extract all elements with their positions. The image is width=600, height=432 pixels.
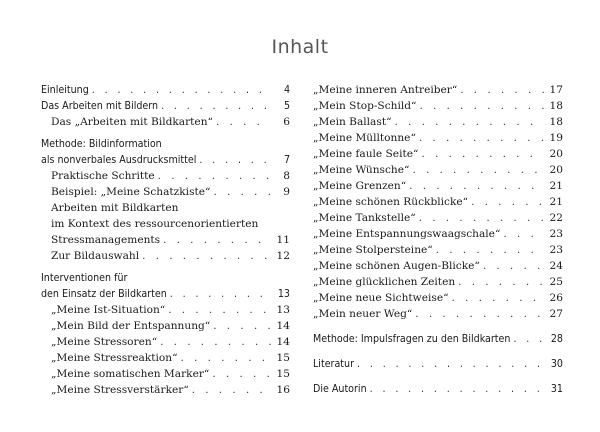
toc-page-number: 28 [550, 333, 563, 345]
dot-leader [419, 130, 544, 146]
toc-entry [41, 200, 290, 248]
toc-entry [313, 210, 563, 226]
toc-entry-title: „Meine Wünsche“ [313, 164, 410, 176]
toc-page-number: 19 [549, 132, 563, 144]
toc-entry [313, 242, 563, 258]
toc-entry-title-line: im Kontext des ressourcenorientierten [51, 218, 259, 230]
dot-leader [181, 350, 271, 366]
toc-page-number: 23 [549, 228, 563, 240]
dot-leader [419, 98, 544, 114]
toc-entry-title: „Meine Stressoren“ [51, 336, 158, 348]
toc-page-number: 8 [283, 170, 290, 182]
toc-entry-title: „Meine somatischen Marker“ [51, 368, 210, 380]
toc-page-number: 18 [549, 116, 563, 128]
toc-page-number: 14 [276, 336, 290, 348]
toc-page-number: 17 [549, 84, 563, 96]
toc-page-number: 20 [549, 148, 563, 160]
toc-page-number: 23 [549, 244, 563, 256]
dot-leader [452, 290, 544, 306]
toc-entry [313, 146, 563, 162]
dot-leader [161, 98, 271, 114]
toc-page-number: 5 [283, 100, 290, 112]
toc-page-number: 30 [550, 358, 563, 370]
toc-entry [313, 98, 563, 114]
toc-page-number: 7 [283, 154, 290, 166]
toc-entry-title: „Meine Stolpersteine“ [313, 244, 433, 256]
toc-entry [313, 290, 563, 306]
toc-entry-title: den Einsatz der Bildkarten [41, 288, 167, 300]
toc-entry-title: Das Arbeiten mit Bildern [41, 100, 159, 112]
dot-leader [213, 318, 271, 334]
toc-entry-title: „Mein neuer Weg“ [313, 308, 413, 320]
toc-entry [41, 270, 290, 302]
toc-entry-title: „Meine Tankstelle“ [313, 212, 416, 224]
dot-leader [212, 366, 271, 382]
dot-leader [436, 242, 544, 258]
toc-entry [41, 248, 290, 264]
toc-entry [41, 382, 290, 398]
toc-page-number: 22 [549, 212, 563, 224]
toc-page-number: 25 [549, 276, 563, 288]
toc-entry [313, 381, 563, 397]
toc-entry-title: Einleitung [41, 84, 89, 96]
toc-entry [41, 82, 290, 98]
dot-leader [92, 82, 271, 98]
toc-left-column [41, 82, 290, 398]
toc-page-number: 24 [549, 260, 563, 272]
dot-leader [199, 152, 271, 168]
toc-page-number: 16 [276, 384, 290, 396]
toc-entry-title: Zur Bildauswahl [51, 250, 140, 262]
toc-entry-title: „Meine Stressreaktion“ [51, 352, 178, 364]
toc-entry [41, 184, 290, 200]
dot-leader [142, 248, 271, 264]
toc-entry-title: „Meine Stressverstärker“ [51, 384, 189, 396]
toc-page-number: 9 [283, 186, 290, 198]
toc-entry-title: Das „Arbeiten mit Bildkarten“ [51, 116, 213, 128]
toc-entry [41, 302, 290, 318]
dot-leader [513, 331, 544, 347]
toc-entry-title: „Mein Bild der Entspannung“ [51, 320, 211, 332]
toc-entry [41, 114, 290, 130]
toc-page-number: 31 [550, 383, 563, 395]
toc-page-number: 21 [549, 196, 563, 208]
dot-leader [471, 194, 544, 210]
toc-page-number: 11 [276, 234, 290, 246]
toc-entry-title: als nonverbales Ausdrucksmittel [41, 154, 197, 166]
toc-entry-title: „Mein Ballast“ [313, 116, 392, 128]
toc-page-number: 27 [549, 308, 563, 320]
dot-leader [483, 258, 544, 274]
toc-entry-title: Methode: Impulsfragen zu den Bildkarten [313, 333, 511, 345]
toc-entry-title: „Meine glücklichen Zeiten [313, 276, 456, 288]
toc-entry [313, 162, 563, 178]
toc-entry-title-line: Methode: Bildinformation [41, 138, 162, 150]
page-title: Inhalt [271, 36, 329, 58]
toc-page-number: 13 [276, 304, 290, 316]
toc-entry-title: „Meine Mülltonne“ [313, 132, 416, 144]
toc-entry [313, 331, 563, 347]
dot-leader [163, 232, 271, 248]
toc-entry [313, 130, 563, 146]
toc-page-number: 26 [549, 292, 563, 304]
toc-entry-title: „Meine neue Sichtweise“ [313, 292, 449, 304]
dot-leader [160, 334, 271, 350]
dot-leader [170, 286, 271, 302]
toc-entry-title: „Meine schönen Rückblicke“ [313, 196, 469, 208]
toc-entry-title: „Meine Grenzen“ [313, 180, 407, 192]
toc-entry [313, 226, 563, 242]
toc-page-number: 21 [549, 180, 563, 192]
dot-leader [460, 82, 544, 98]
dot-leader [158, 168, 271, 184]
toc-page-number: 12 [276, 250, 290, 262]
dot-leader [458, 274, 544, 290]
toc-entry-title: „Mein Stop-Schild“ [313, 100, 417, 112]
toc-entry-title: „Meine schönen Augen-Blicke“ [313, 260, 480, 272]
toc-page-number: 18 [549, 100, 563, 112]
toc-entry [41, 98, 290, 114]
toc-entry-title: „Meine Entspannungswaagschale“ [313, 228, 501, 240]
toc-entry [313, 82, 563, 98]
toc-right-column [313, 82, 563, 397]
toc-entry [313, 178, 563, 194]
toc-entry-title: Stressmanagements [51, 234, 161, 246]
toc-entry-title: Literatur [313, 358, 355, 370]
dot-leader [213, 184, 271, 200]
dot-leader [357, 356, 544, 372]
dot-leader [216, 114, 271, 130]
toc-entry [41, 168, 290, 184]
toc-entry-title: Praktische Schritte [51, 170, 155, 182]
toc-entry [41, 366, 290, 382]
toc-entry [313, 274, 563, 290]
toc-entry [313, 194, 563, 210]
toc-entry-title: Beispiel: „Meine Schatzkiste“ [51, 186, 211, 198]
toc-entry [313, 258, 563, 274]
toc-page-number: 6 [283, 116, 290, 128]
toc-entry-title: „Meine inneren Antreiber“ [313, 84, 458, 96]
toc-entry-title-line: Arbeiten mit Bildkarten [51, 202, 179, 214]
toc-entry [313, 114, 563, 130]
toc-entry [41, 318, 290, 334]
dot-leader [370, 381, 544, 397]
toc-page-number: 13 [277, 288, 290, 300]
toc-entry [41, 350, 290, 366]
dot-leader [503, 226, 544, 242]
toc-entry [41, 334, 290, 350]
dot-leader [192, 382, 271, 398]
dot-leader [395, 114, 545, 130]
dot-leader [415, 306, 544, 322]
toc-entry [313, 306, 563, 322]
toc-entry-title: Die Autorin [313, 383, 367, 395]
toc-page-number: 14 [276, 320, 290, 332]
toc-entry-title: „Meine Ist-Situation“ [51, 304, 166, 316]
dot-leader [421, 146, 544, 162]
toc-page-number: 15 [276, 368, 290, 380]
toc-entry-title: „Meine faule Seite“ [313, 148, 419, 160]
dot-leader [168, 302, 271, 318]
toc-page-number: 20 [549, 164, 563, 176]
toc-entry-title-line: Interventionen für [41, 272, 128, 284]
dot-leader [412, 162, 544, 178]
toc-entry [313, 356, 563, 372]
dot-leader [409, 178, 544, 194]
toc-entry [41, 136, 290, 168]
toc-page-number: 15 [276, 352, 290, 364]
toc-page-number: 4 [283, 84, 290, 96]
dot-leader [419, 210, 544, 226]
